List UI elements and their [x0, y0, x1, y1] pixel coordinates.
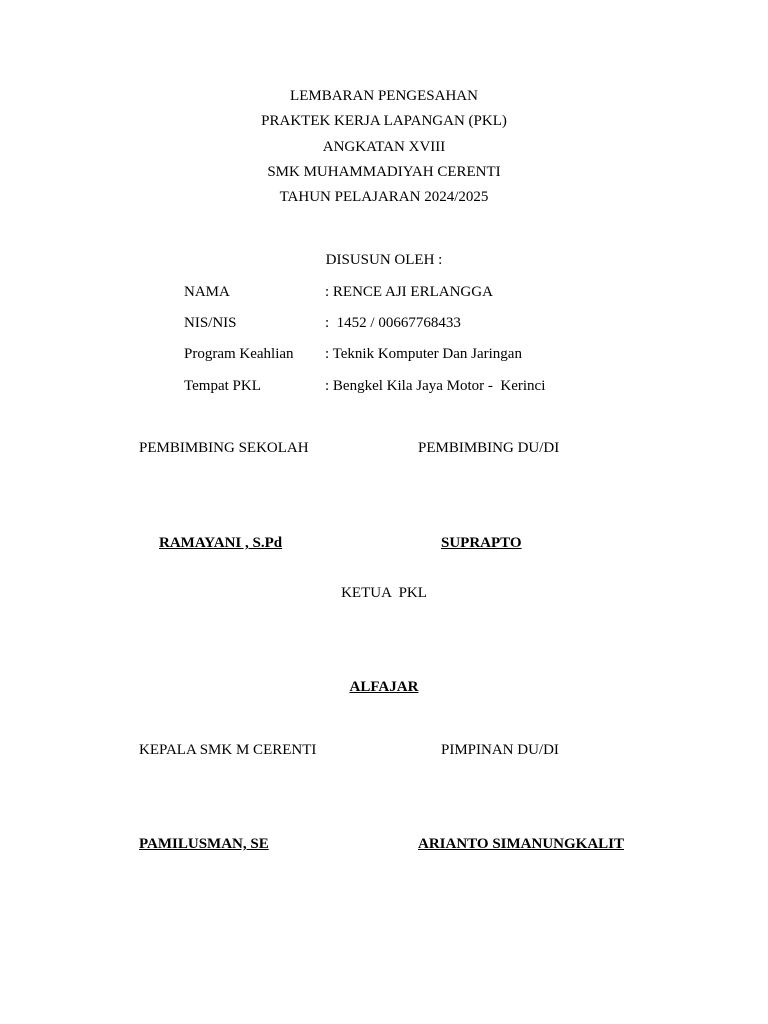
school-supervisor-title: PEMBIMBING SEKOLAH — [139, 440, 309, 456]
pkl-head-title: KETUA PKL — [341, 585, 427, 601]
info-label-nama: NAMA — [184, 284, 230, 300]
industry-supervisor-title: PEMBIMBING DU/DI — [418, 440, 560, 456]
school-supervisor-name: RAMAYANI , S.Pd — [159, 535, 283, 551]
pkl-head-name: ALFAJAR — [349, 679, 419, 695]
info-value-nis: : 1452 / 00667768433 — [325, 315, 461, 331]
industry-leader-name: ARIANTO SIMANUNGKALIT — [418, 836, 625, 852]
info-value-nama: : RENCE AJI ERLANGGA — [325, 284, 493, 300]
doc-academic-year: TAHUN PELAJARAN 2024/2025 — [279, 189, 489, 205]
doc-title: LEMBARAN PENGESAHAN — [290, 88, 478, 104]
info-label-tempat: Tempat PKL — [184, 378, 261, 394]
industry-supervisor-name: SUPRAPTO — [441, 535, 522, 551]
info-value-tempat: : Bengkel Kila Jaya Motor - Kerinci — [325, 378, 546, 394]
doc-subtitle-pkl: PRAKTEK KERJA LAPANGAN (PKL) — [261, 113, 507, 129]
doc-subtitle-angkatan: ANGKATAN XVIII — [322, 139, 446, 155]
info-label-nis: NIS/NIS — [184, 315, 237, 331]
info-value-program: : Teknik Komputer Dan Jaringan — [325, 346, 522, 362]
industry-leader-title: PIMPINAN DU/DI — [441, 742, 559, 758]
principal-title: KEPALA SMK M CERENTI — [139, 742, 317, 758]
info-label-program: Program Keahlian — [184, 346, 294, 362]
doc-school-name: SMK MUHAMMADIYAH CERENTI — [267, 164, 501, 180]
principal-name: PAMILUSMAN, SE — [139, 836, 269, 852]
authored-by-heading: DISUSUN OLEH : — [325, 252, 443, 268]
